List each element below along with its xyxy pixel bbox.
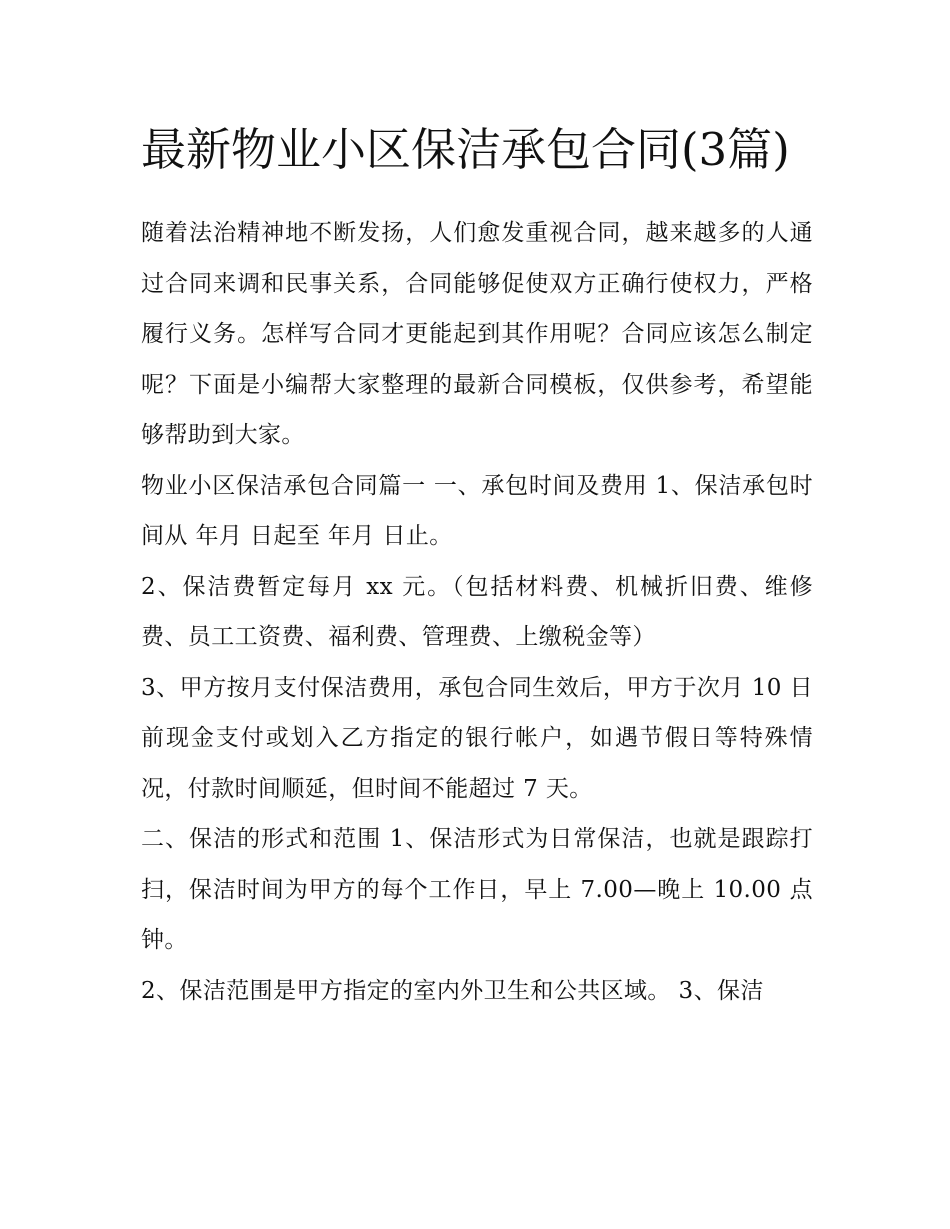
document-body (141, 208, 813, 1016)
document-content (141, 112, 813, 1016)
paragraph-cleaning-fee: 2、保洁费暂定每月 xx 元。（包括材料费、机械折旧费、维修费、员工工资费、福利费、管理费、上缴税金等） (141, 573, 813, 650)
paragraph-cleaning-scope: 2、保洁范围是甲方指定的室内外卫生和公共区域。 3、保洁 (141, 977, 764, 1004)
document-title: 最新物业小区保洁承包合同(3篇) (141, 123, 790, 176)
paragraph-cleaning-form: 二、保洁的形式和范围 1、保洁形式为日常保洁，也就是跟踪打扫，保洁时间为甲方的每个工作日，早上 7.00—晚上 10.00 点钟。 (141, 826, 813, 953)
paragraph-payment: 3、甲方按月支付保洁费用，承包合同生效后，甲方于次月 10 日前现金支付或划入乙方指定的银行帐户，如遇节假日等特殊情况，付款时间顺延，但时间不能超过 7 天。 (141, 674, 813, 802)
paragraph-intro: 随着法治精神地不断发扬，人们愈发重视合同，越来越多的人通过合同来调和民事关系，合同能够促使双方正确行使权力，严格履行义务。怎样写合同才更能起到其作用呢？合同应该怎么制定呢？下面是小编帮大家整理的最新合同模板，仅供参考，希望能够帮助到大家。 (141, 220, 813, 448)
paragraph-contract-term: 物业小区保洁承包合同篇一 一、承包时间及费用 1、保洁承包时间从 年月 日起至 年月 日止。 (141, 472, 813, 549)
